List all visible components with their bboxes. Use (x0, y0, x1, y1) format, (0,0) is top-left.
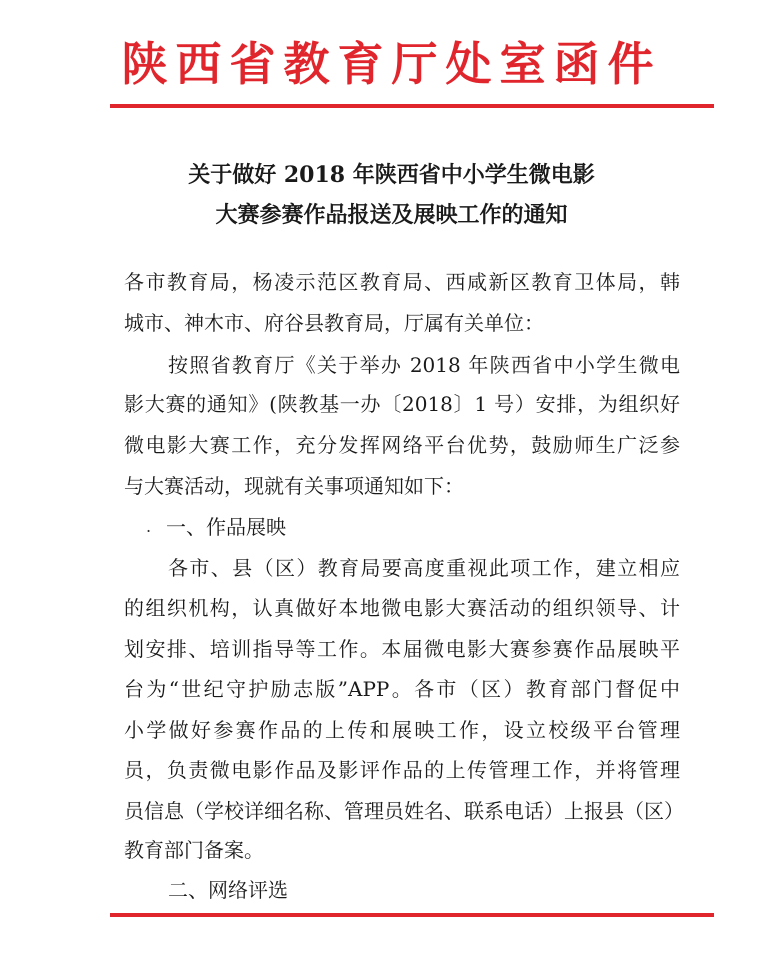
document-title-line-2: 大赛参赛作品报送及展映工作的通知 (215, 202, 568, 228)
document-title-line-1: 关于做好 2018 年陕西省中小学生微电影 (188, 162, 595, 188)
letterhead-rule-top (110, 104, 714, 108)
addressee-line-2: 城市、神木市、府谷县教育局，厅属有关单位： (124, 311, 544, 335)
intro-line-3: 微电影大赛工作，充分发挥网络平台优势，鼓励师生广泛参 (124, 433, 680, 457)
section-1-heading: 一、作品展映 (166, 515, 286, 539)
letterhead-title: 陕西省教育厅处室函件 (121, 37, 662, 91)
intro-line-1: 按照省教育厅《关于举办 2018 年陕西省中小学生微电 (168, 353, 680, 377)
addressee-line-1: 各市教育局，杨凌示范区教育局、西咸新区教育卫体局，韩 (124, 270, 680, 294)
section-1-line-2: 的组织机构，认真做好本地微电影大赛活动的组织领导、计 (124, 596, 680, 620)
section-1-line-6: 员，负责微电影作品及影评作品的上传管理工作，并将管理 (124, 758, 680, 782)
section-1-line-4: 台为“世纪守护励志版”APP。各市（区）教育部门督促中 (124, 677, 680, 701)
section-1-line-7: 员信息（学校详细名称、管理员姓名、联系电话）上报县（区） (124, 799, 684, 823)
section-1-line-5: 小学做好参赛作品的上传和展映工作，设立校级平台管理 (124, 718, 680, 742)
stray-mark: . (146, 517, 152, 536)
section-1-line-8: 教育部门备案。 (124, 838, 264, 862)
section-1-line-1: 各市、县（区）教育局要高度重视此项工作，建立相应 (168, 556, 680, 580)
section-2-heading: 二、网络评选 (168, 878, 288, 902)
letterhead-rule-bottom (110, 913, 714, 917)
intro-line-4: 与大赛活动，现就有关事项通知如下： (124, 474, 464, 498)
section-1-line-3: 划安排、培训指导等工作。本届微电影大赛参赛作品展映平 (124, 637, 680, 661)
intro-line-2: 影大赛的通知》(陕教基一办〔2018〕1 号）安排，为组织好 (124, 392, 680, 416)
